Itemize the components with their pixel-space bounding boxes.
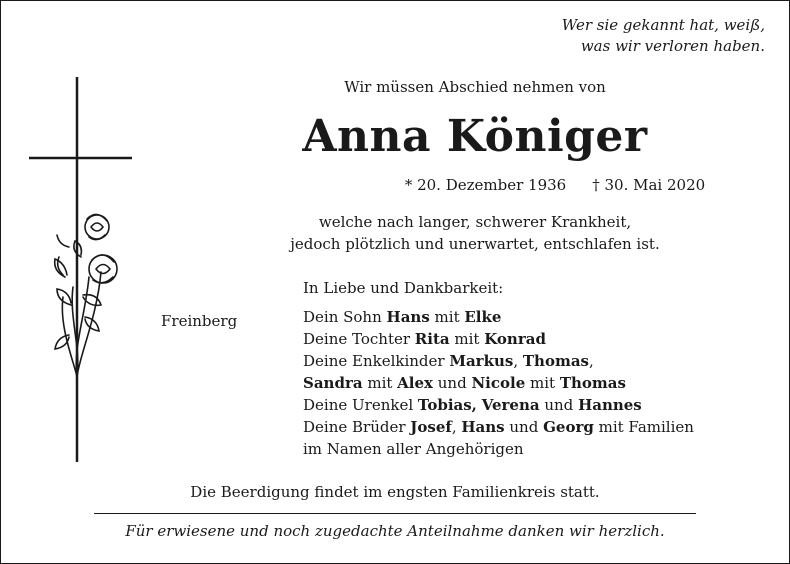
family-line-great-grandchildren: Deine Urenkel Tobias, Verena und Hannes — [303, 396, 642, 414]
thanks-line: Für erwiesene und noch zugedachte Anteilnahme danken wir herzlich. — [125, 522, 665, 540]
illness-line-1: welche nach langer, schwerer Krankheit, — [318, 213, 632, 231]
illness-line-2: jedoch plötzlich und unerwartet, entschlafen ist. — [290, 235, 660, 253]
intro-text: Wir müssen Abschied nehmen von — [344, 78, 606, 96]
quote-line-1: Wer sie gekannt hat, weiß, — [561, 16, 765, 34]
family-line-relatives: im Namen aller Angehörigen — [303, 440, 524, 458]
birth-date: * 20. Dezember 1936 — [404, 176, 567, 194]
divider — [94, 513, 696, 514]
illness-text — [1, 211, 789, 255]
family-line-daughter: Deine Tochter Rita mit Konrad — [303, 330, 546, 348]
epigraph-quote — [562, 15, 765, 57]
deceased-name: Anna Königer — [302, 111, 648, 162]
family-line-grandchildren-2: Sandra mit Alex und Nicole mit Thomas — [303, 374, 626, 392]
funeral-notice: Die Beerdigung findet im engsten Familienkreis statt. — [190, 483, 600, 501]
gratitude-heading: In Liebe und Dankbarkeit: — [303, 279, 504, 297]
quote-line-2: was wir verloren haben. — [580, 37, 765, 55]
life-dates — [1, 176, 789, 194]
family-line-brothers: Deine Brüder Josef, Hans und Georg mit Familien — [303, 418, 694, 436]
place-name: Freinberg — [161, 312, 238, 330]
death-date: † 30. Mai 2020 — [592, 176, 706, 194]
family-list — [303, 306, 694, 460]
family-line-son: Dein Sohn Hans mit Elke — [303, 308, 502, 326]
family-line-grandchildren: Deine Enkelkinder Markus, Thomas, — [303, 352, 594, 370]
